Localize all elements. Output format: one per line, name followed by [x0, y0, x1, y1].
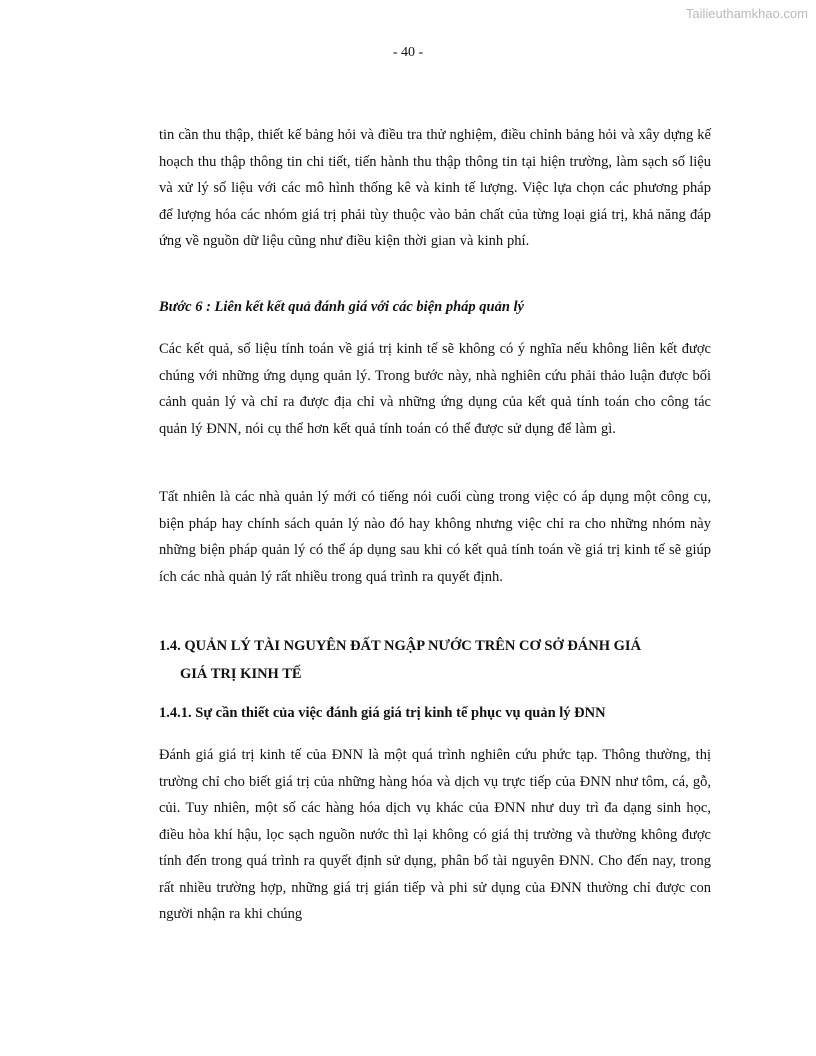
- page-number: - 40 -: [392, 45, 424, 60]
- step-6-heading: Bước 6 : Liên kết kết quả đánh giá với các biện pháp quản lý: [159, 299, 524, 315]
- watermark: Tailieuthamkhao.com: [685, 6, 808, 21]
- paragraph-2: Các kết quả, số liệu tính toán về giá trị kinh tế sẽ không có ý nghĩa nếu không liên kết được chúng với những ứng dụng quản lý. Trong bước này, nhà nghiên cứu phải thảo luận được bối cảnh quản lý và chỉ ra được địa chỉ và những ứng dụng của kết quả tính toán cho công tác quản lý ĐNN, nói cụ thể hơn kết quả tính toán có thể được sử dụng để làm gì.: [159, 341, 711, 437]
- subsection-heading: 1.4.1. Sự cần thiết của việc đánh giá giá trị kinh tế phục vụ quản lý ĐNN: [159, 705, 606, 721]
- document-body: [159, 122, 711, 922]
- section-heading: [159, 632, 711, 688]
- section-heading-line-1: 1.4. QUẢN LÝ TÀI NGUYÊN ĐẤT NGẬP NƯỚC TRÊN CƠ SỞ ĐÁNH GIÁ: [159, 638, 642, 654]
- paragraph-1: tin cần thu thập, thiết kế bảng hỏi và điều tra thử nghiệm, điều chỉnh bảng hỏi và xây dựng kế hoạch thu thập thông tin chi tiết, tiến hành thu thập thông tin tại hiện trường, làm sạch số liệu và xử lý số liệu với các mô hình thống kê và kinh tế lượng. Việc lựa chọn các phương pháp để lượng hóa các nhóm giá trị phải tùy thuộc vào bản chất của từng loại giá trị, khả năng đáp ứng về nguồn dữ liệu cũng như điều kiện thời gian và kinh phí.: [159, 127, 711, 249]
- paragraph-4: Đánh giá giá trị kinh tế của ĐNN là một quá trình nghiên cứu phức tạp. Thông thường, thị trường chỉ cho biết giá trị của những hàng hóa và dịch vụ trực tiếp của ĐNN như tôm, cá, gỗ, củi. Tuy nhiên, một số các hàng hóa dịch vụ khác của ĐNN như duy trì đa dạng sinh học, điều hòa khí hậu, lọc sạch nguồn nước thì lại không có giá thị trường và thường không được tính đến trong quá trình ra quyết định sử dụng, phân bổ tài nguyên ĐNN. Cho đến nay, trong rất nhiều trường hợp, những giá trị gián tiếp và phi sử dụng của ĐNN thường chỉ được con người nhận ra khi chúng: [159, 747, 711, 922]
- section-heading-line-2: GIÁ TRỊ KINH TẾ: [180, 666, 302, 682]
- paragraph-3: Tất nhiên là các nhà quản lý mới có tiếng nói cuối cùng trong việc có áp dụng một công cụ, biện pháp hay chính sách quản lý nào đó hay không nhưng việc chỉ ra cho những nhóm này những biện pháp quản lý có thể áp dụng sau khi có kết quả tính toán về giá trị kinh tế sẽ giúp ích các nhà quản lý rất nhiều trong quá trình ra quyết định.: [159, 489, 711, 585]
